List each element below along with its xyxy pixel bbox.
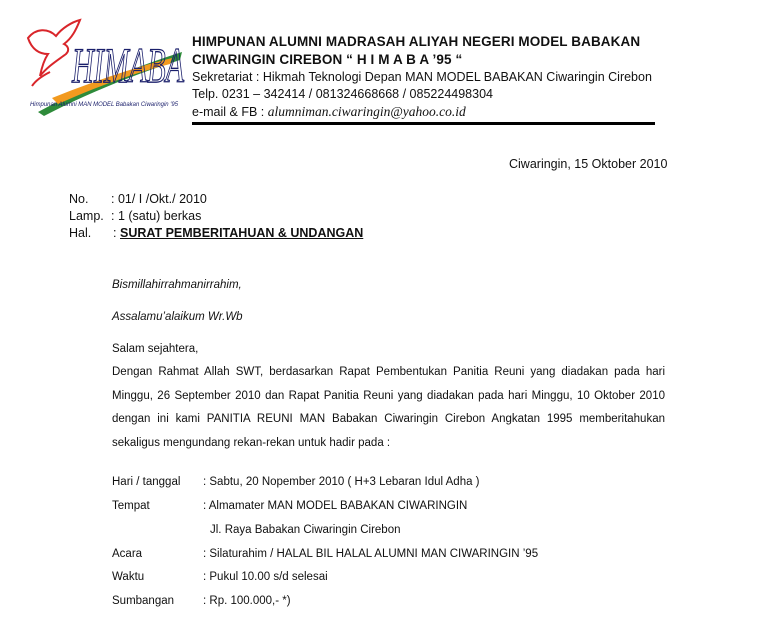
paragraph-line: Dengan Rahmat Allah SWT, berdasarkan Rapat Pembentukan Panitia Reuni yang diadakan pada hari: [112, 366, 665, 378]
subject-value: SURAT PEMBERITAHUAN & UNDANGAN: [120, 226, 364, 240]
detail-value-date: : Sabtu, 20 Nopember 2010 ( H+3 Lebaran Idul Adha ): [203, 476, 480, 488]
detail-label-date: Hari / tanggal: [112, 476, 181, 488]
org-name-line2: CIWARINGIN CIREBON “ H I M A B A ’95 “: [192, 52, 463, 67]
paragraph-line: sekaligus mengundang rekan-rekan untuk hadir pada :: [112, 437, 391, 449]
logo-wordmark: HIMABA: [71, 37, 185, 93]
address-line: Sekretariat : Hikmah Teknologi Depan MAN MODEL BABAKAN Ciwaringin Cirebon: [192, 70, 652, 84]
detail-value-donation: : Rp. 100.000,- *): [203, 595, 291, 607]
detail-label-donation: Sumbangan: [112, 595, 175, 607]
detail-label-time: Waktu: [112, 571, 145, 583]
number-value: : 01/ I /Okt./ 2010: [111, 192, 207, 206]
detail-value-address: Jl. Raya Babakan Ciwaringin Cirebon: [210, 524, 401, 536]
logo-tagline: Himpunan Alumni MAN MODEL Babakan Ciwaringin '95: [30, 102, 179, 108]
detail-label-event: Acara: [112, 548, 143, 560]
email-line: [192, 104, 466, 120]
detail-value-time: : Pukul 10.00 s/d selesai: [203, 571, 328, 583]
org-name-line1: HIMPUNAN ALUMNI MADRASAH ALIYAH NEGERI MODEL BABAKAN: [192, 34, 641, 49]
attachment-label: Lamp.: [69, 209, 104, 223]
paragraph-line: dengan ini kami PANITIA REUNI MAN Babakan Ciwaringin Cirebon Angkatan 1995 memberitahukan: [112, 413, 665, 425]
detail-label-place: Tempat: [112, 500, 150, 512]
greeting-bismillah: Bismillahirrahmanirrahim,: [112, 279, 242, 291]
detail-value-place: : Almamater MAN MODEL BABAKAN CIWARINGIN: [203, 500, 468, 512]
subject-colon: :: [113, 226, 117, 240]
greeting-salam: Assalamu’alaikum Wr.Wb: [112, 311, 243, 323]
date-line: Ciwaringin, 15 Oktober 2010: [509, 157, 668, 171]
phone-line: Telp. 0231 – 342414 / 081324668668 / 085224498304: [192, 87, 493, 101]
himaba-logo: [22, 16, 186, 120]
attachment-value: : 1 (satu) berkas: [111, 209, 202, 223]
email-label: e-mail & FB :: [192, 105, 268, 119]
detail-value-event: : Silaturahim / HALAL BIL HALAL ALUMNI MAN CIWARINGIN ’95: [203, 548, 539, 560]
subject-label: Hal.: [69, 226, 92, 240]
email-link[interactable]: alumniman.ciwaringin@yahoo.co.id: [267, 104, 466, 119]
salam-line: Salam sejahtera,: [112, 343, 199, 355]
paragraph-line: Minggu, 26 September 2010 dan Rapat Panitia Reuni yang diadakan pada hari Minggu, 10 Oktober 2010: [112, 390, 665, 402]
letterhead-rule: [192, 122, 655, 125]
number-label: No.: [69, 192, 89, 206]
